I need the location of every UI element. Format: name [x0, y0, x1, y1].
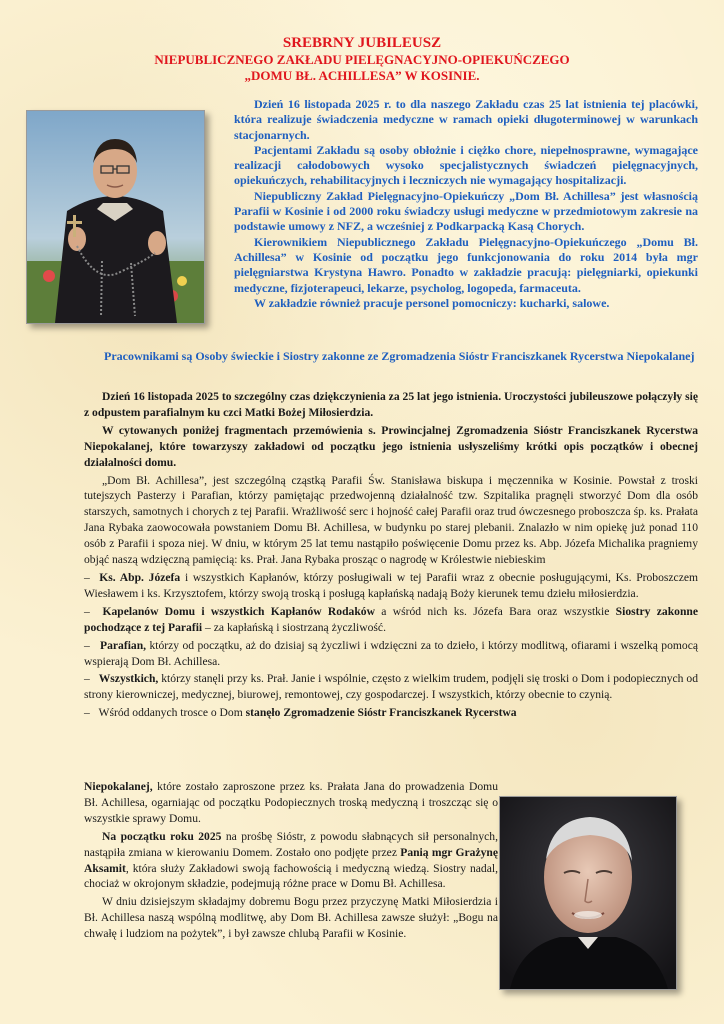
speech-list-item: – Wszystkich, którzy stanęli przy ks. Prał. Janie i wspólnie, często z wielkim trudem, podjęli się troski o Dom i podopiecznych od strony kierowniczej, medycznej, biurowej, remontowej, czy gospodarczej. I wszystkich, którzy obecnie to czynią.	[84, 672, 698, 702]
speech-item-bold: stanęło Zgromadzenie Sióstr Franciszkanek Rycerstwa	[245, 706, 517, 720]
intro-section	[234, 97, 698, 311]
speech-list-item: – Wśród oddanych trosce o Dom stanęło Zgromadzenie Sióstr Franciszkanek Rycerstwa	[84, 706, 517, 720]
page-title: SREBRNY JUBILEUSZ	[282, 35, 442, 51]
jubilee-text: Dzień 16 listopada 2025 to szczególny czas dziękczynienia za 25 lat jego istnienia. Uroczystości jubileuszowe połączyły się z odpustem parafialnym ku czci Matki Bożej Miłosierdzia.	[84, 390, 698, 419]
lower-text: na prośbę Sióstr, z powodu słabnących sił personalnych, nastąpiła zmiana w kierowaniu Domem. Zostało ono podjęte przez	[84, 829, 498, 859]
speech-item-text: którzy od początku, aż do dzisiaj są życzliwi i wdzięczni za to dzieło, i którzy modlitwą, ofiarami i wszelką pomocą wspierają Dom Bł. Achillesa.	[84, 638, 698, 668]
speech-item-text: a wśród nich ks. Józefa Bara oraz wszystkie	[374, 604, 616, 618]
intro-paragraph: Pacjentami Zakładu są osoby obłożnie i ciężko chore, niepełnosprawne, wymagające realizacji całodobowych wysoko specjalistycznych świadczeń pielęgnacyjnych, opiekuńczych, rehabilitacyjnych i leczniczych nie wymagający hospitalizacji.	[234, 142, 698, 188]
speech-item-text: i wszystkich Kapłanów, którzy posługiwali w tej Parafii wraz z obecnie posługującymi, Ks. Proboszczem Wiesławem i ks. Krzysztofem, którzy swoją troską i posługą kapłańską nadają Boży kierunek temu dziełu miłosierdzia.	[84, 570, 699, 600]
title-block	[0, 35, 724, 84]
intro-paragraph: Dzień 16 listopada 2025 r. to dla naszego Zakładu czas 25 lat istnienia tej placówki, która realizuje świadczenia medyczne w ramach opieki długoterminowej w warunkach stacjonarnych.	[234, 97, 698, 142]
subtitle-line-2: „DOMU BŁ. ACHILLESA” W KOSINIE.	[244, 68, 480, 83]
jubilee-paragraph	[84, 389, 698, 421]
lower-bold: Na początku roku 2025	[102, 829, 222, 843]
intro-paragraph: Kierownikiem Niepublicznego Zakładu Pielęgnacyjno-Opiekuńczego „Domu Bł. Achillesa” w Kosinie od początku jego funkcjonowania do roku 2014 była mgr pielęgniarstwa Krystyna Hawro. Ponadto w zakładzie pracują: pielęgniarki, opiekunki medyczne, fizjoterapeuci, lekarze, psycholog, logopeda, farmaceuta.	[234, 234, 698, 295]
lower-text: które zostało zaproszone przez ks. Prałata Jana do prowadzenia Domu Bł. Achillesa, ogarniając od początku Podopiecznych troską medyczną i troszcząc się o wszystkie sprawy Domu.	[84, 780, 498, 825]
subtitle-line-1: NIEPUBLICZNEGO ZAKŁADU PIELĘGNACYJNO-OPIEKUŃCZEGO	[154, 52, 570, 67]
intro-paragraph: Niepubliczny Zakład Pielęgnacyjno-Opiekuńczy „Dom Bł. Achillesa” jest własnością Parafii w Kosinie i od 2000 roku świadczy usługi medyczne w przedmiotowym zakresie na podstawie umowy z NFZ, a wcześniej z Podkarpacką Kasą Chorych.	[234, 188, 698, 234]
jubilee-paragraph	[84, 423, 698, 471]
staff-note-section	[84, 349, 698, 364]
lower-paragraph: W dniu dzisiejszym składajmy dobremu Bogu przez przyczynę Matki Miłosierdzia i Bł. Achillesa naszą wspólną modlitwę, aby Dom Bł. Achillesa zawsze służył: „Bogu na chwałę i ludziom na pożytek”, i był zawsze chlubą Parafii w Kosinie.	[84, 895, 498, 941]
speech-list-item: – Parafian, którzy od początku, aż do dzisiaj są życzliwi i wdzięczni za to dzieło, i którzy modlitwą, ofiarami i wszelką pomocą wspierają Dom Bł. Achillesa.	[84, 638, 698, 668]
lower-bold: Panią mgr Grażynę Aksamit	[84, 845, 498, 875]
speech-item-bold: Ks. Abp. Józefa	[99, 570, 181, 584]
lower-text: , która służy Zakładowi swoją fachowością i medyczną wiedzą. Siostry nadal, chociaż w okrojonym składzie, podejmują różne prace w Domu Bł. Achillesa.	[84, 861, 498, 891]
jubilee-text: W cytowanych poniżej fragmentach przemówienia s. Prowincjalnej Zgromadzenia Sióstr Franciszkanek Rycerstwa Niepokalanej, które towarzyszy zakładowi od początku jego istnienia usłyszeliśmy krótki opis początków i obecnej działalności domu.	[84, 423, 698, 469]
lower-paragraph	[84, 829, 498, 893]
speech-item-text: – za kapłańską i siostrzaną życzliwość.	[202, 620, 386, 634]
speech-item-text: Wśród oddanych trosce o Dom	[98, 706, 246, 720]
lower-bold: Niepokalanej,	[84, 780, 153, 793]
intro-paragraph: W zakładzie również pracuje personel pomocniczy: kucharki, salowe.	[254, 295, 610, 310]
speech-item-bold: Wszystkich,	[98, 672, 159, 686]
speech-paragraph: „Dom Bł. Achillesa”, jest szczególną cząstką Parafii Św. Stanisława biskupa i męczennika w Kosinie. Powstał z troski tutejszych Pasterzy i Parafian, którzy pamiętając przedwojenną działalność tzw. Szpitalika pragnęli stworzyć Dom dla osób starszych, samotnych i chorych z tej Parafii. Wrażliwość serc i hojność całej Parafii oraz trud ówczesnego proboszcza śp. ks. Prałata Jana Rybaka zaowocowała powstaniem Domu Bł. Achillesa, w budynku po starej plebanii. Znalazło w nim opiekę już ponad 110 osób z Parafii i spoza niej. W dniu, w którym 25 lat temu nastąpiło poświęcenie Domu przez ks. Abp. Józefa Michalika pragniemy objąć naszą wdzięczną pamięcią: ks. Prał. Jana Rybaka prosząc o nagrodę w Królestwie niebieskim	[84, 473, 698, 567]
lower-paragraph	[84, 779, 498, 827]
speech-item-text: którzy stanęli przy ks. Prał. Janie i wspólnie, często z wielkim trudem, podjęli się troski o Dom i podopiecznych od strony kierowniczej, medycznej, biurowej, remontowej, czy gospodarczej. I wszystkich, którzy obecnie to czynią.	[84, 672, 698, 702]
lower-body	[84, 779, 498, 944]
speech-item-bold: Parafian,	[100, 638, 147, 652]
speech-item-bold: Kapelanów Domu i wszystkich Kapłanów Rodaków	[102, 604, 375, 618]
main-body	[84, 389, 698, 723]
speech-item-bold: Siostry zakonne pochodzące z tej Parafii	[84, 604, 698, 634]
speech-list-item: – Ks. Abp. Józefa i wszystkich Kapłanów, którzy posługiwali w tej Parafii wraz z obecnie posługującymi, Ks. Proboszczem Wiesławem i ks. Krzysztofem, którzy swoją troską i posługą kapłańską nadają Boży kierunek temu dziełu miłosierdzia.	[84, 570, 699, 600]
staff-note: Pracownikami są Osoby świeckie i Siostry zakonne ze Zgromadzenia Sióstr Franciszkanek Rycerstwa Niepokalanej	[104, 349, 695, 363]
achilles-portrait-image	[26, 110, 205, 324]
speech-list-item: – Kapelanów Domu i wszystkich Kapłanów Rodaków a wśród nich ks. Józefa Bara oraz wszystkie Siostry zakonne pochodzące z tej Parafii – za kapłańską i siostrzaną życzliwość.	[84, 604, 698, 634]
priest-portrait-image	[499, 796, 677, 990]
